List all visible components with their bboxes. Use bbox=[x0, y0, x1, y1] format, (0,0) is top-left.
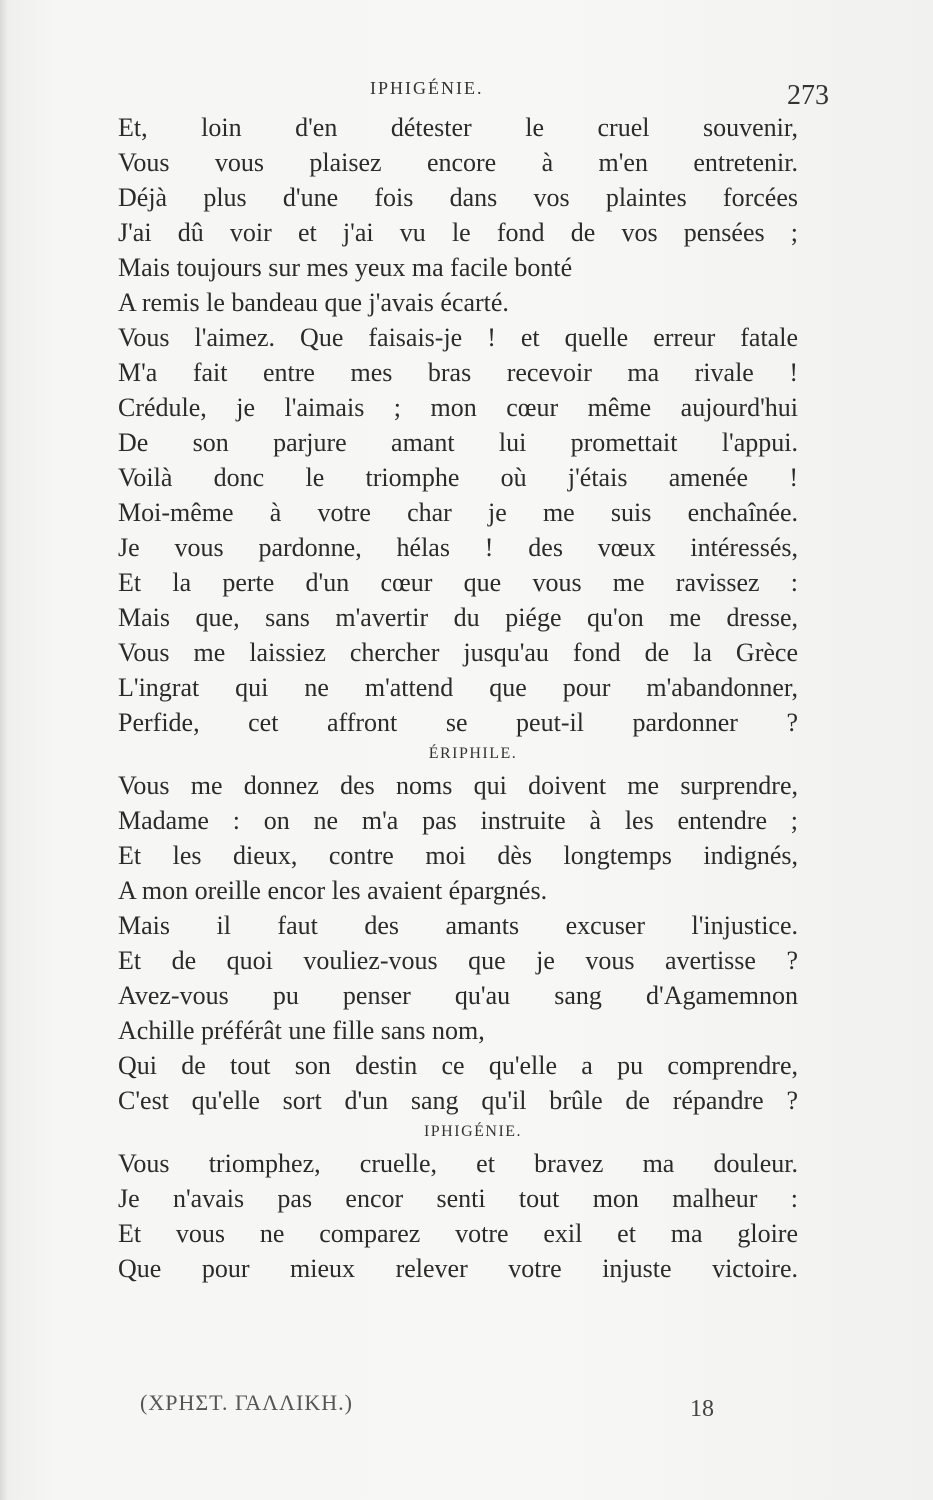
verse-line: Et vous ne comparez votre exil et ma gloire bbox=[118, 1219, 798, 1248]
verse-line: Vous me laissiez chercher jusqu'au fond de la Grèce bbox=[118, 638, 798, 667]
verse-line: Vous triomphez, cruelle, et bravez ma douleur. bbox=[118, 1149, 798, 1178]
verse-line: Que pour mieux relever votre injuste victoire. bbox=[118, 1254, 798, 1283]
page-gutter-shadow bbox=[0, 0, 8, 1500]
verse-line: Avez-vous pu penser qu'au sang d'Agamemnon bbox=[118, 981, 798, 1010]
verse-line: De son parjure amant lui promettait l'appui. bbox=[118, 428, 798, 457]
verse-line: Voilà donc le triomphe où j'étais amenée ! bbox=[118, 463, 798, 492]
printer-signature: (ΧΡΗΣΤ. ΓΑΛΛΙΚΗ.) bbox=[140, 1390, 353, 1415]
verse-line: Madame : on ne m'a pas instruite à les entendre ; bbox=[118, 806, 798, 835]
verse-line: A remis le bandeau que j'avais écarté. bbox=[118, 288, 509, 317]
verse-line: Mais que, sans m'avertir du piége qu'on me dresse, bbox=[118, 603, 798, 632]
verse-line: Achille préférât une fille sans nom, bbox=[118, 1016, 485, 1045]
verse-text-block bbox=[118, 110, 798, 1286]
verse-line: Crédule, je l'aimais ; mon cœur même aujourd'hui bbox=[118, 393, 798, 422]
verse-line: Et de quoi vouliez-vous que je vous avertisse ? bbox=[118, 946, 798, 975]
verse-line: Déjà plus d'une fois dans vos plaintes forcées bbox=[118, 183, 798, 212]
speaker-name: IPHIGÉNIE. bbox=[423, 1123, 523, 1140]
verse-line: L'ingrat qui ne m'attend que pour m'abandonner, bbox=[118, 673, 798, 702]
verse-line: Mais il faut des amants excuser l'injustice. bbox=[118, 911, 798, 940]
speaker-name: ÉRIPHILE. bbox=[428, 745, 518, 762]
verse-line: Mais toujours sur mes yeux ma facile bonté bbox=[118, 253, 573, 282]
verse-line: Vous l'aimez. Que faisais-je ! et quelle erreur fatale bbox=[118, 323, 798, 352]
verse-line: Je n'avais pas encor senti tout mon malheur : bbox=[118, 1184, 798, 1213]
verse-line: M'a fait entre mes bras recevoir ma rivale ! bbox=[118, 358, 798, 387]
page-number: 273 bbox=[787, 80, 829, 111]
verse-line: Moi-même à votre char je me suis enchaînée. bbox=[118, 498, 798, 527]
verse-line: A mon oreille encor les avaient épargnés. bbox=[118, 876, 548, 905]
verse-line: Et, loin d'en détester le cruel souvenir, bbox=[118, 113, 798, 142]
verse-line: J'ai dû voir et j'ai vu le fond de vos pensées ; bbox=[118, 218, 798, 247]
verse-line: C'est qu'elle sort d'un sang qu'il brûle de répandre ? bbox=[118, 1086, 798, 1115]
verse-line: Perfide, cet affront se peut-il pardonner ? bbox=[118, 708, 798, 737]
verse-line: Et la perte d'un cœur que vous me ravissez : bbox=[118, 568, 798, 597]
verse-line: Je vous pardonne, hélas ! des vœux intéressés, bbox=[118, 533, 798, 562]
verse-line: Vous me donnez des noms qui doivent me surprendre, bbox=[118, 771, 798, 800]
verse-line: Et les dieux, contre moi dès longtemps indignés, bbox=[118, 841, 798, 870]
sheet-number: 18 bbox=[690, 1396, 714, 1422]
verse-line: Qui de tout son destin ce qu'elle a pu comprendre, bbox=[118, 1051, 798, 1080]
running-head: IPHIGÉNIE. bbox=[370, 78, 484, 98]
verse-line: Vous vous plaisez encore à m'en entretenir. bbox=[118, 148, 798, 177]
